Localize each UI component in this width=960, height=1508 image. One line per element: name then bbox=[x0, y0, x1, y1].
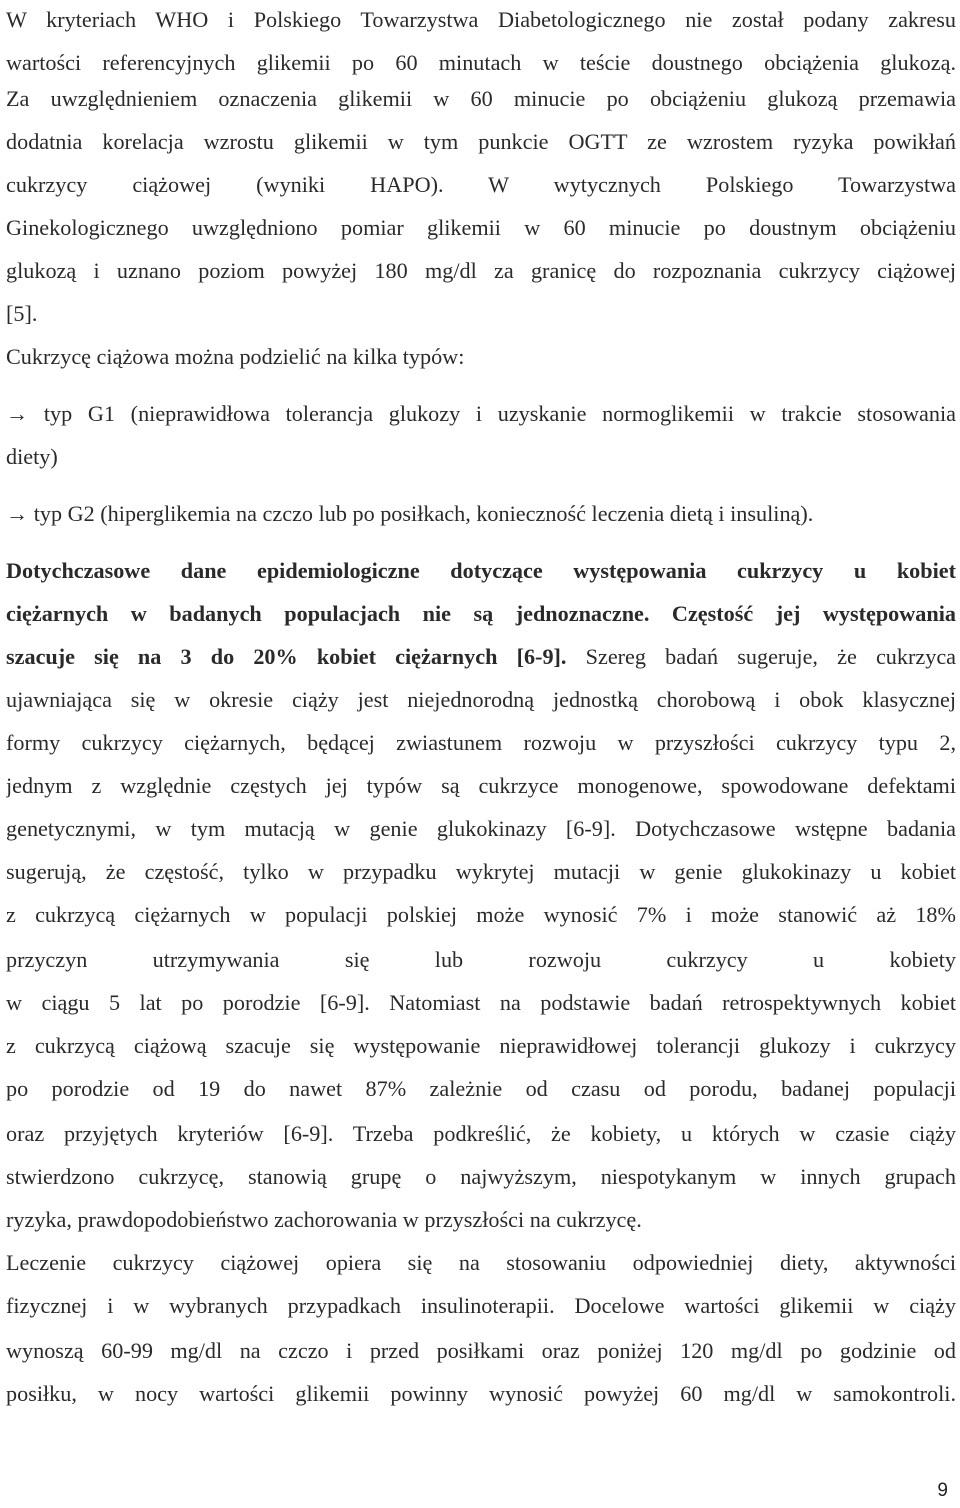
text-line: [5]. bbox=[6, 301, 38, 326]
list-item-g1: → typ G1 (nieprawidłowa tolerancja glukozy i uzyskanie normoglikemii w trakcie stosowania bbox=[6, 401, 956, 426]
text-line: genetycznymi, w tym mutacją w genie glukokinazy [6-9]. Dotychczasowe wstępne badania bbox=[6, 816, 956, 841]
text-line: diety) bbox=[6, 444, 58, 469]
text-line: z cukrzycą ciążową szacuje się występowanie nieprawidłowej tolerancji glukozy i cukrzycy bbox=[6, 1033, 956, 1058]
page-number: 9 bbox=[937, 1480, 948, 1501]
text-line: cukrzycy ciążowej (wyniki HAPO). W wytycznych Polskiego Towarzystwa bbox=[6, 172, 956, 197]
text-line: wynoszą 60-99 mg/dl na czczo i przed posiłkami oraz poniżej 120 mg/dl po godzinie od bbox=[6, 1338, 956, 1363]
list-item-g2: → typ G2 (hiperglikemia na czczo lub po posiłkach, konieczność leczenia dietą i insuliną). bbox=[6, 501, 814, 526]
text-line: oraz przyjętych kryteriów [6-9]. Trzeba podkreślić, że kobiety, u których w czasie ciąży bbox=[6, 1121, 956, 1146]
text-line: przyczyn utrzymywania się lub rozwoju cukrzycy u kobiety bbox=[6, 947, 956, 972]
text-line: W kryteriach WHO i Polskiego Towarzystwa Diabetologicznego nie został podany zakresu bbox=[6, 7, 956, 32]
text-line: Ginekologicznego uwzględniono pomiar glikemii w 60 minucie po doustnym obciążeniu bbox=[6, 215, 956, 240]
text-line: Za uwzględnieniem oznaczenia glikemii w 60 minucie po obciążeniu glukozą przemawia bbox=[6, 86, 956, 111]
text-line: Cukrzycę ciążowa można podzielić na kilka typów: bbox=[6, 344, 465, 369]
bold-text-line: ciężarnych w badanych populacjach nie są jednoznaczne. Częstość jej występowania bbox=[6, 601, 956, 626]
text-line: glukozą i uznano poziom powyżej 180 mg/dl za granicę do rozpoznania cukrzycy ciążowej bbox=[6, 258, 956, 283]
text-line: jednym z względnie częstych jej typów są cukrzyce monogenowe, spowodowane defektami bbox=[6, 773, 956, 798]
text-line: dodatnia korelacja wzrostu glikemii w tym punkcie OGTT ze wzrostem ryzyka powikłań bbox=[6, 129, 956, 154]
text-line: ryzyka, prawdopodobieństwo zachorowania w przyszłości na cukrzycę. bbox=[6, 1207, 642, 1232]
text-line: szacuje się na 3 do 20% kobiet ciężarnych [6-9]. Szereg badań sugeruje, że cukrzyca bbox=[6, 644, 956, 669]
text-line: sugerują, że częstość, tylko w przypadku wykrytej mutacji w genie glukokinazy u kobiet bbox=[6, 859, 956, 884]
bold-text-line: Dotychczasowe dane epidemiologiczne dotyczące występowania cukrzycy u kobiet bbox=[6, 558, 956, 583]
text-line: fizycznej i w wybranych przypadkach insulinoterapii. Docelowe wartości glikemii w ciąży bbox=[6, 1293, 956, 1318]
text-line: po porodzie od 19 do nawet 87% zależnie od czasu od porodu, badanej populacji bbox=[6, 1076, 956, 1101]
text-line: z cukrzycą ciężarnych w populacji polskiej może wynosić 7% i może stanowić aż 18% bbox=[6, 902, 956, 927]
text-line: ujawniająca się w okresie ciąży jest niejednorodną jednostką chorobową i obok klasycznej bbox=[6, 687, 956, 712]
text-line: wartości referencyjnych glikemii po 60 minutach w teście doustnego obciążenia glukozą. bbox=[6, 50, 956, 75]
text-line: stwierdzono cukrzycę, stanowią grupę o najwyższym, niespotykanym w innych grupach bbox=[6, 1164, 956, 1189]
text-line: w ciągu 5 lat po porodzie [6-9]. Natomiast na podstawie badań retrospektywnych kobiet bbox=[6, 990, 956, 1015]
text-line: Leczenie cukrzycy ciążowej opiera się na stosowaniu odpowiedniej diety, aktywności bbox=[6, 1250, 956, 1275]
text-line: formy cukrzycy ciężarnych, będącej zwiastunem rozwoju w przyszłości cukrzycy typu 2, bbox=[6, 730, 956, 755]
text-line: posiłku, w nocy wartości glikemii powinny wynosić powyżej 60 mg/dl w samokontroli. bbox=[6, 1381, 956, 1406]
